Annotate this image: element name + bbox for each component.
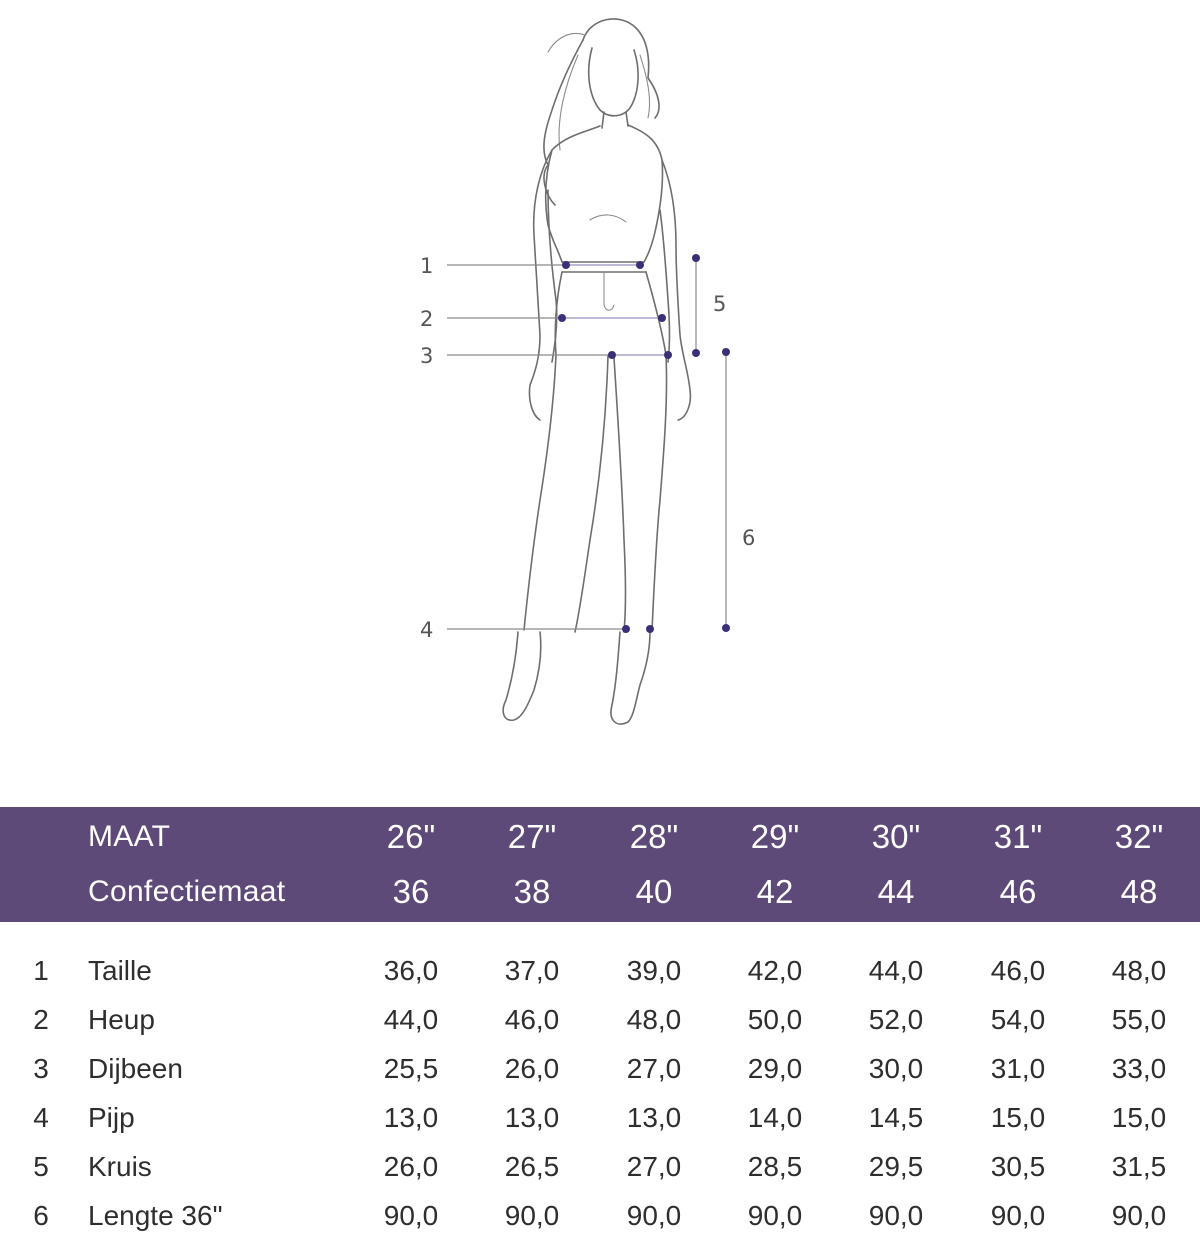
table-cell: 90,0 [747, 1200, 803, 1231]
table-cell: 29,5 [868, 1151, 924, 1182]
confectie-cell: 36 [392, 873, 430, 910]
table-cell: 55,0 [1111, 1004, 1167, 1035]
table-cell: 90,0 [990, 1200, 1046, 1231]
table-cell: 90,0 [504, 1200, 560, 1231]
table-cell: 14,0 [747, 1102, 803, 1133]
table-cell: 14,5 [868, 1102, 924, 1133]
row-number: 6 [33, 1200, 49, 1231]
size-table-header [0, 807, 1200, 922]
measurement-dots [558, 254, 730, 633]
confectie-label: Confectiemaat [88, 875, 286, 908]
table-cell: 31,5 [1111, 1151, 1167, 1182]
table-cell: 44,0 [383, 1004, 439, 1035]
table-cell: 31,0 [990, 1053, 1046, 1084]
size-cell: 29" [750, 818, 800, 855]
table-cell: 30,0 [868, 1053, 924, 1084]
table-row [0, 946, 1200, 995]
table-cell: 90,0 [1111, 1200, 1167, 1231]
table-row [0, 1093, 1200, 1142]
table-cell: 28,5 [747, 1151, 803, 1182]
confectie-cell: 42 [756, 873, 794, 910]
table-cell: 90,0 [868, 1200, 924, 1231]
confectie-cell: 46 [999, 873, 1037, 910]
row-label: Heup [88, 1004, 155, 1035]
row-number: 3 [33, 1053, 49, 1084]
row-label: Lengte 36" [88, 1200, 223, 1231]
row-number: 2 [33, 1004, 49, 1035]
figure-label-1: 1 [420, 254, 434, 278]
table-cell: 13,0 [504, 1102, 560, 1133]
row-label: Kruis [88, 1151, 152, 1182]
confectie-cell: 38 [513, 873, 551, 910]
figure-label-3: 3 [420, 344, 434, 368]
row-label: Dijbeen [88, 1053, 183, 1084]
table-row [0, 1044, 1200, 1093]
measurement-lines [447, 258, 726, 629]
table-cell: 26,5 [504, 1151, 560, 1182]
table-cell: 39,0 [626, 955, 682, 986]
table-cell: 26,0 [383, 1151, 439, 1182]
table-cell: 90,0 [626, 1200, 682, 1231]
table-cell: 27,0 [626, 1151, 682, 1182]
table-cell: 15,0 [990, 1102, 1046, 1133]
table-cell: 44,0 [868, 955, 924, 986]
table-cell: 36,0 [383, 955, 439, 986]
size-cell: 31" [993, 818, 1043, 855]
row-label: Taille [88, 955, 152, 986]
measurement-labels [420, 254, 755, 642]
table-cell: 90,0 [383, 1200, 439, 1231]
row-label: Pijp [88, 1102, 135, 1133]
table-cell: 13,0 [626, 1102, 682, 1133]
table-cell: 25,5 [383, 1053, 439, 1084]
table-cell: 48,0 [1111, 955, 1167, 986]
size-cell: 26" [386, 818, 436, 855]
row-number: 5 [33, 1151, 49, 1182]
table-cell: 54,0 [990, 1004, 1046, 1035]
figure-label-4: 4 [420, 618, 434, 642]
table-row [0, 995, 1200, 1044]
table-cell: 26,0 [504, 1053, 560, 1084]
figure-label-2: 2 [420, 307, 434, 331]
table-cell: 37,0 [504, 955, 560, 986]
table-row [0, 1191, 1200, 1240]
row-number: 4 [33, 1102, 49, 1133]
table-cell: 52,0 [868, 1004, 924, 1035]
row-number: 1 [33, 955, 49, 986]
figure-label-6: 6 [742, 526, 756, 550]
size-cell: 32" [1114, 818, 1164, 855]
woman-silhouette-illustration [503, 19, 690, 724]
table-cell: 50,0 [747, 1004, 803, 1035]
table-cell: 13,0 [383, 1102, 439, 1133]
table-cell: 46,0 [504, 1004, 560, 1035]
size-cell: 28" [629, 818, 679, 855]
confectie-cell: 40 [635, 873, 673, 910]
table-cell: 48,0 [626, 1004, 682, 1035]
table-cell: 30,5 [990, 1151, 1046, 1182]
table-cell: 27,0 [626, 1053, 682, 1084]
size-cell: 27" [507, 818, 557, 855]
maat-label: MAAT [88, 820, 171, 853]
confectie-cell: 44 [877, 873, 915, 910]
confectie-cell: 48 [1120, 873, 1158, 910]
table-cell: 42,0 [747, 955, 803, 986]
maat-row [0, 809, 1200, 865]
figure-label-5: 5 [713, 292, 727, 316]
size-cell: 30" [871, 818, 921, 855]
table-cell: 33,0 [1111, 1053, 1167, 1084]
table-row [0, 1142, 1200, 1191]
table-cell: 15,0 [1111, 1102, 1167, 1133]
confectie-row [0, 864, 1200, 920]
table-cell: 29,0 [747, 1053, 803, 1084]
table-cell: 46,0 [990, 955, 1046, 986]
